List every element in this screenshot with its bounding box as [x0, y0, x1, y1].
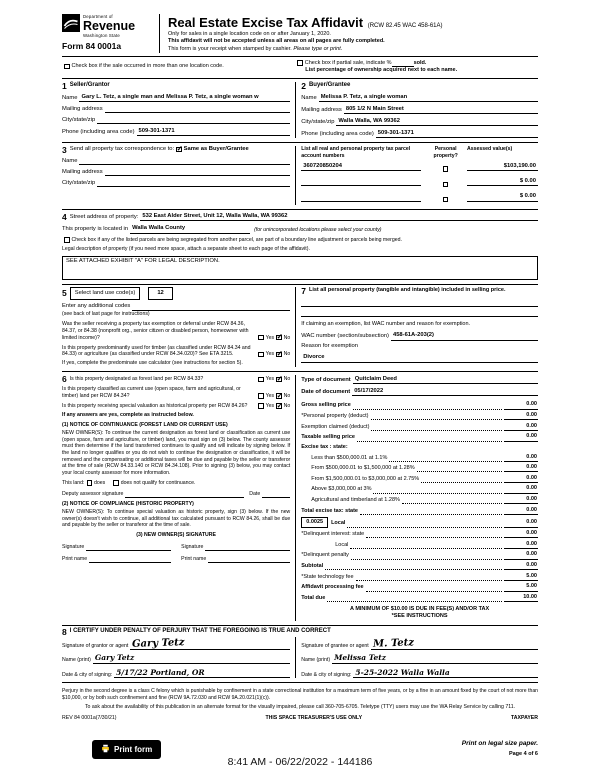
signature-label: Signature	[181, 544, 204, 551]
dot-leader	[360, 514, 502, 515]
parcel-row	[301, 178, 538, 190]
grantee-name-label: Name (print)	[301, 657, 331, 664]
grantor-signature-block	[62, 637, 295, 679]
section-6	[62, 375, 295, 621]
taxable-selling-price-input[interactable]: 0.00	[504, 433, 538, 441]
gross-selling-price-input[interactable]: 0.00	[504, 401, 538, 409]
assessed-value-column-header: Assessed value(s)	[466, 145, 513, 152]
assessed-value-input-3[interactable]	[467, 193, 538, 202]
assessed-value-input-2[interactable]	[467, 178, 538, 187]
excise-tax-state-header: Excise tax : state:	[301, 443, 348, 450]
new-owner-print-name-1[interactable]	[89, 556, 171, 564]
agency-state: Washington State	[83, 32, 120, 38]
grantor-date-label: Date & city of signing:	[62, 671, 113, 678]
section-3-number: 3	[62, 144, 67, 155]
section-6-and-tax	[62, 371, 538, 624]
assessed-value-3: $ 0.00	[519, 193, 536, 200]
parcel-number-input-1[interactable]	[301, 163, 421, 172]
timber-yn	[256, 351, 290, 358]
yes-label: Yes	[265, 351, 275, 358]
exemption-yn	[256, 335, 290, 342]
yes-label: Yes	[265, 376, 275, 383]
new-owner-signature-2[interactable]	[205, 544, 290, 552]
no-label: No	[283, 403, 291, 410]
tax-row-label: Above $3,000,000 at 3%	[311, 486, 372, 493]
does-qualify-checkbox[interactable]	[87, 480, 93, 486]
street-address-label: Street address of property:	[69, 213, 139, 220]
exemption-claimed-input[interactable]: 0.00	[504, 423, 538, 431]
buyer-mailing-input[interactable]	[344, 106, 538, 115]
wac-number-input[interactable]	[391, 332, 538, 341]
tax-row-label: *Personal property (deduct)	[301, 413, 369, 419]
buyer-section	[295, 82, 538, 139]
grantor-date-city: 5/17/22 Portland, OR	[116, 667, 205, 677]
county-note: (for unincorporated locations please select your county)	[254, 226, 382, 233]
seller-phone-input[interactable]	[137, 128, 291, 137]
perjury-statement: Perjury in the second degree is a class C felony which is punishable by confinement in a state correctional institution for a maximum term of five years, or by a fine in an amount fixed by the court of not more than $10,000, or by both such confinement and fine (RCW 9A.72.030 and RCW 9A.20.021(1)(c)).	[62, 687, 538, 701]
grantee-signature-field[interactable]	[371, 637, 538, 650]
section-7	[295, 287, 538, 367]
tax-row-label: From $1,500,000.01 to $3,000,000 at 2.75%	[311, 475, 420, 482]
located-in-label: This property is located in	[62, 225, 129, 232]
alternate-format-note: To ask about the availability of this publication in an alternate format for the visually impaired, please call 360-705-6705. Teletype (TTY) users may use the WA Relay Service by calling 711.	[84, 704, 516, 711]
grantor-name-label: Name (print)	[62, 657, 91, 664]
form-rcw-reference: (RCW 82.45 WAC 458-61A)	[367, 23, 443, 29]
grantee-signature-block	[295, 637, 538, 679]
tax-row-label: Exemption claimed (deduct)	[301, 423, 370, 430]
corr-name-input[interactable]	[79, 158, 290, 166]
exemption-claim-note: If claiming an exemption, list WAC number and reason for exemption.	[301, 321, 471, 328]
seller-mailing-input[interactable]	[105, 106, 291, 114]
section-1-number: 1	[62, 80, 67, 91]
county-value: Walla Walla County	[132, 224, 186, 231]
seller-mailing-label: Mailing address	[62, 105, 103, 112]
street-address-value: 532 East Alder Street, Unit 12, Walla Walla, WA 99362	[142, 212, 288, 219]
exemption-yes-checkbox[interactable]	[258, 335, 264, 341]
tier1-tax-input[interactable]: 0.00	[504, 454, 538, 462]
dot-leader	[350, 548, 502, 549]
top-checkbox-row	[62, 56, 538, 78]
deputy-assessor-label: Deputy assessor signature	[62, 490, 124, 497]
historic-no-checkbox[interactable]	[276, 403, 282, 409]
notice-compliance-body: NEW OWNER(S): To continue special valuation as historic property, sign (3) below. If the new owner(s) doesn't wish to continue, all additional tax calculated pursuant to RCW 84.26, shall be due and payable by the seller or transferor at the time of sale.	[62, 509, 291, 529]
section-8-number: 8	[62, 627, 67, 638]
dot-leader	[347, 527, 502, 528]
tax-row-label: Affidavit processing fee	[301, 584, 364, 591]
timber-yes-checkbox[interactable]	[258, 352, 264, 358]
new-owner-print-name-2[interactable]	[208, 556, 290, 564]
does-label: does	[94, 479, 106, 486]
footer-meta-row	[62, 715, 538, 722]
header-line2: This affidavit will not be accepted unless all areas on all pages are fully completed.	[168, 38, 385, 45]
notice-compliance-title: (2) NOTICE OF COMPLIANCE (HISTORIC PROPERTY)	[62, 500, 194, 507]
segregated-checkbox[interactable]	[64, 237, 70, 243]
rev-number: REV 84 0001a(7/30/21)	[62, 715, 117, 722]
parcel-number-input-3[interactable]	[301, 194, 421, 202]
section-5	[62, 287, 295, 367]
seller-title: Seller/Grantor	[69, 81, 110, 88]
additional-codes-note: (see back of last page for instructions)	[62, 310, 150, 317]
seller-phone-label: Phone (including area code)	[62, 128, 135, 135]
section-6-number: 6	[62, 373, 67, 384]
date-of-document-value: 05/17/2022	[354, 387, 384, 394]
grantee-date-label: Date & city of signing:	[301, 671, 352, 678]
section-3	[62, 142, 538, 209]
tax-row-label: Subtotal	[301, 562, 324, 569]
tax-row-label: *Delinquent penalty	[301, 552, 349, 559]
current-use-yes-checkbox[interactable]	[258, 393, 264, 399]
parcel-number-input-2[interactable]	[301, 179, 421, 187]
tier3-tax-input[interactable]: 0.00	[504, 475, 538, 483]
buyer-mailing-label: Mailing address	[301, 106, 342, 113]
local-tax-input[interactable]: 0.00	[504, 519, 538, 527]
tier4-tax-input[interactable]: 0.00	[504, 485, 538, 493]
deputy-date-line[interactable]	[262, 490, 290, 498]
dot-leader	[357, 441, 502, 442]
grantee-signature-label: Signature of grantee or agent	[301, 643, 369, 650]
render-timestamp: 8:41 AM - 06/22/2022 - 144186	[227, 756, 373, 768]
print-form-label: Print form	[114, 745, 153, 755]
affidavit-processing-fee-input[interactable]: 5.00	[504, 583, 538, 591]
dot-leader	[325, 569, 502, 570]
reason-exemption-value: Divorce	[303, 354, 325, 361]
exemption-question: Was the seller receiving a property tax exemption or deferral under RCW 84.36, 84.37, or 84.38 (nonprofit org., senior citizen or disabled person, homeowner with limited income)?	[62, 320, 249, 341]
form-number: Form 84 0001a	[62, 41, 122, 52]
additional-codes-label: Enter any additional codes	[62, 303, 131, 310]
seller-name-input[interactable]	[79, 94, 290, 103]
corr-city-input[interactable]	[97, 180, 290, 188]
same-as-buyer-label: Same as Buyer/Grantee	[183, 146, 249, 153]
forest-yn	[256, 376, 290, 383]
notice-continuance-title: (1) NOTICE OF CONTINUANCE (FOREST LAND OR CURRENT USE)	[62, 421, 228, 428]
ownership-percent-note: List percentage of ownership acquired next to each name.	[305, 66, 458, 73]
partial-sale-label: Check box if partial sale, indicate %	[304, 59, 392, 66]
dot-leader	[366, 537, 502, 538]
agency-block	[62, 14, 160, 53]
yes-label: Yes	[265, 334, 275, 341]
historic-yn	[256, 403, 290, 410]
treasurer-space-label: THIS SPACE TREASURER'S USE ONLY	[265, 715, 363, 722]
tax-row-label: Agricultural and timberland at 1.28%	[311, 497, 400, 504]
personal-property-line-1[interactable]	[301, 299, 538, 307]
land-use-code-input[interactable]: 12	[148, 287, 172, 300]
dot-leader	[356, 580, 502, 581]
seller-name-value: Gary L. Tetz, a single man and Melissa P. Tetz, a single woman w	[81, 93, 259, 100]
current-use-question: Is this property classified as current use (open space, farm and agricultural, or timber) land per RCW 84.34?	[62, 386, 241, 400]
page-indicator: Page 4 of 6	[508, 750, 538, 757]
dot-leader	[371, 430, 502, 431]
parcel-row	[301, 163, 538, 175]
minimum-due-line1: A MINIMUM OF $10.00 IS DUE IN FEE(S) AND/OR TAX	[350, 606, 490, 613]
section-4	[62, 209, 538, 283]
current-use-yn	[256, 393, 290, 400]
grantor-date-city-field[interactable]	[114, 668, 290, 679]
agricultural-tax-input[interactable]: 0.00	[504, 496, 538, 504]
date-of-document-input[interactable]	[352, 388, 538, 397]
predominate-use-note: If yes, complete the predominate use calculator (see instructions for section 5).	[62, 360, 243, 367]
total-excise-state-input[interactable]: 0.00	[504, 507, 538, 515]
correspondence-label: Send all property tax correspondence to:	[69, 146, 175, 153]
additional-codes-input[interactable]	[132, 303, 290, 311]
does-not-label: does not qualify for continuance.	[120, 479, 196, 486]
tax-row-label: *Delinquent interest: state	[301, 531, 365, 538]
county-select[interactable]	[130, 225, 250, 234]
land-use-select[interactable]: Select land use code(s)	[70, 287, 141, 300]
timber-question: Is this property predominantly used for timber (as classified under RCW 84.34 and 84.33) or agriculture (as classified under RCW 84.34.020)? See ETA 3215.	[62, 344, 251, 358]
new-owners-signature-title: (3) NEW OWNER(S) SIGNATURE	[136, 532, 216, 539]
print-name-label: Print name	[62, 556, 88, 563]
street-address-input[interactable]	[140, 213, 538, 222]
new-owner-signature-1[interactable]	[86, 544, 171, 552]
section-2-number: 2	[301, 80, 306, 91]
parcel-table	[295, 146, 538, 206]
sold-label: sold.	[413, 59, 427, 66]
tax-row-label: *State technology fee	[301, 573, 354, 580]
corr-name-label: Name	[62, 157, 78, 164]
form-footer	[62, 682, 538, 763]
local-rate-box[interactable]: 0.0025	[301, 517, 328, 527]
seller-phone-value: 509-301-1371	[138, 127, 175, 134]
form-title: Real Estate Excise Tax Affidavit	[168, 15, 364, 30]
forest-land-question: Is this property designated as forest land per RCW 84.33?	[69, 376, 204, 383]
header-line3	[168, 46, 538, 53]
tax-row-label: Gross selling price	[301, 402, 351, 409]
tax-row-label: Total due	[301, 594, 326, 601]
grantor-signature-field[interactable]	[130, 637, 290, 650]
dot-leader	[351, 559, 502, 560]
exemption-no-checkbox[interactable]	[276, 335, 282, 341]
sections-5-7	[62, 284, 538, 372]
buyer-name-input[interactable]	[319, 94, 538, 103]
tier2-tax-input[interactable]: 0.00	[504, 464, 538, 472]
dept-of-label: Department of	[83, 14, 113, 19]
corr-mailing-label: Mailing address	[62, 168, 103, 175]
forest-no-checkbox[interactable]	[276, 377, 282, 383]
personal-property-checkbox-3[interactable]	[443, 197, 449, 203]
type-of-document-input[interactable]	[353, 376, 538, 385]
legal-description-input[interactable]	[62, 256, 538, 280]
see-instructions-note: *SEE INSTRUCTIONS	[391, 613, 448, 620]
section-5-number: 5	[62, 288, 67, 299]
section-7-number: 7	[301, 286, 306, 297]
type-of-document-label: Type of document	[301, 376, 351, 383]
correspondence-block	[62, 146, 295, 206]
parcel-number-1: 360720850204	[303, 162, 342, 169]
yes-label: Yes	[265, 393, 275, 400]
grantee-date-city-field[interactable]	[353, 668, 538, 679]
does-not-qualify-checkbox[interactable]	[113, 480, 119, 486]
partial-sale-checkbox[interactable]	[297, 60, 303, 66]
historic-question: Is this property receiving special valuation as historical property per RCW 84.26?	[62, 403, 248, 410]
buyer-title: Buyer/Grantee	[308, 81, 351, 88]
tax-row-label: Taxable selling price	[301, 434, 355, 441]
agency-name: Revenue	[83, 18, 136, 33]
dot-leader	[417, 471, 502, 472]
corr-city-label: City/state/zip	[62, 179, 96, 186]
legal-size-note: Print on legal size paper.	[461, 740, 538, 748]
signature-label: Signature	[62, 544, 85, 551]
grantor-signature-script: Gary Tetz	[132, 637, 186, 650]
buyer-city-input[interactable]	[336, 118, 538, 127]
parties-section	[62, 78, 538, 142]
assessed-value-1: $103,190.00	[503, 162, 536, 169]
parcel-row	[301, 193, 538, 205]
taxpayer-label: TAXPAYER	[511, 715, 538, 722]
seller-section	[62, 82, 295, 139]
seller-name-label: Name	[62, 94, 78, 101]
tax-row-label: From $500,000.01 to $1,500,000 at 1.28%	[311, 465, 415, 472]
grantee-printed-name-field[interactable]	[332, 653, 538, 664]
title-block	[168, 14, 538, 53]
total-due-input[interactable]: 10.00	[504, 594, 538, 602]
tax-row-label: Local	[331, 520, 346, 527]
parcel-column-header: List all real and personal property tax parcel account numbers	[301, 145, 411, 159]
personal-property-column-header: Personal property?	[433, 145, 458, 159]
delinquent-interest-local-input[interactable]: 0.00	[504, 541, 538, 549]
minimum-due-note	[301, 606, 538, 621]
buyer-phone-input[interactable]	[376, 130, 538, 139]
corr-mailing-input[interactable]	[105, 169, 291, 177]
buyer-name-label: Name	[301, 94, 317, 101]
dot-leader	[366, 591, 502, 592]
buyer-city-label: City/state/zip	[301, 118, 335, 125]
segregated-label: Check box if any of the listed parcels are being segregated from another parcel, are part of a boundary line adjustment or parcels being merged.	[71, 236, 402, 243]
assessed-value-input-1[interactable]	[467, 163, 538, 172]
dot-leader	[421, 482, 502, 483]
personal-property-deduct-input[interactable]: 0.00	[504, 412, 538, 420]
personal-property-checkbox-2[interactable]	[443, 182, 449, 188]
dot-leader	[402, 503, 502, 504]
receipt-note: This form is your receipt when stamped by cashier.	[168, 45, 292, 52]
tax-row-label: Local	[335, 541, 349, 548]
dot-leader	[327, 601, 502, 602]
print-name-label: Print name	[181, 556, 207, 563]
certify-statement: I CERTIFY UNDER PENALTY OF PERJURY THAT THE FOREGOING IS TRUE AND CORRECT	[69, 628, 331, 635]
delinquent-interest-state-input[interactable]: 0.00	[504, 530, 538, 538]
legal-description-value: SEE ATTACHED EXHIBIT "A" FOR LEGAL DESCRIPTION.	[66, 258, 220, 265]
dor-logo-icon	[62, 14, 80, 36]
tax-computation	[295, 375, 538, 621]
type-of-document-value: Quitclaim Deed	[354, 375, 397, 382]
yes-label: Yes	[265, 403, 275, 410]
tax-row-label: Less than $500,000.01 at 1.1%	[311, 454, 388, 461]
same-as-buyer-checkbox[interactable]	[176, 147, 182, 153]
no-label: No	[283, 351, 291, 358]
grantee-printed-name: Melissa Tetz	[334, 653, 386, 663]
legal-description-label: Legal description of property (if you need more space, attach a separate sheet to each page of the affidavit).	[62, 246, 310, 253]
grantor-signature-label: Signature of grantor or agent	[62, 643, 129, 650]
deputy-date-label: Date	[249, 490, 261, 497]
buyer-mailing-value: 805 1/2 N Main Street	[345, 105, 404, 112]
printer-icon	[101, 744, 110, 755]
reason-exemption-label: Reason for exemption	[301, 343, 358, 350]
type-or-print-note: Please type or print.	[293, 45, 343, 52]
current-use-no-checkbox[interactable]	[276, 393, 282, 399]
answers-yes-note: If any answers are yes, complete as instructed below.	[62, 412, 194, 419]
date-of-document-label: Date of document	[301, 388, 351, 395]
wac-number-value: 458-61A-203(2)	[392, 332, 434, 339]
personal-property-list-label: List all personal property (tangible and intangible) included in selling price.	[308, 287, 506, 294]
section-8	[62, 625, 538, 683]
no-label: No	[283, 393, 291, 400]
dot-leader	[353, 409, 502, 410]
buyer-phone-value: 509-301-1371	[377, 129, 414, 136]
grantee-signature-script: M. Tetz	[372, 637, 414, 650]
delinquent-penalty-input[interactable]: 0.00	[504, 551, 538, 559]
forest-yes-checkbox[interactable]	[258, 377, 264, 383]
form-header	[62, 14, 538, 53]
assessed-value-2: $ 0.00	[519, 177, 536, 184]
header-line1: Only for sales in a single location code on or after January 1, 2020.	[168, 31, 331, 38]
dot-leader	[389, 461, 502, 462]
notice-continuance-body: NEW OWNER(S): To continue the current designation as forest land or classification as current use (open space, farm and agriculture, or timber) land, you must sign on (3) below. The county assessor must then determine if the land transferred continues to qualify and will indicate by signing below. If the land no longer qualifies or you do not wish to continue the designation or classification, it will be removed and the compensating or additional taxes will be due and payable by the seller or transferor at the time of sale (RCW 84.33.140 or RCW 84.34.108). Prior to signing (3) below, you may contact your local county assessor for more information.	[62, 429, 291, 477]
section-4-number: 4	[62, 211, 67, 222]
buyer-city-value: Walla Walla, WA 99362	[338, 117, 400, 124]
grantor-printed-name-field[interactable]	[93, 653, 290, 664]
timber-no-checkbox[interactable]	[276, 352, 282, 358]
grantee-date-city: 5-25-2022 Walla Walla	[355, 667, 450, 677]
this-land-label: This land:	[62, 479, 85, 486]
dot-leader	[373, 493, 502, 494]
historic-yes-checkbox[interactable]	[258, 403, 264, 409]
partial-sale-percent-input[interactable]	[392, 59, 414, 67]
no-label: No	[283, 376, 291, 383]
grantor-printed-name: Gary Tetz	[94, 653, 135, 663]
deputy-assessor-signature-line[interactable]	[125, 490, 244, 498]
personal-property-checkbox-1[interactable]	[443, 166, 449, 172]
buyer-phone-label: Phone (including area code)	[301, 130, 374, 137]
multiple-location-checkbox[interactable]	[64, 64, 70, 70]
buyer-name-value: Melissa P. Tetz, a single woman	[320, 93, 408, 100]
no-label: No	[283, 334, 291, 341]
seller-city-input[interactable]	[97, 117, 290, 125]
multiple-location-label: Check box if the sale occurred in more than one location code.	[71, 63, 224, 70]
dot-leader	[371, 419, 502, 420]
subtotal-input[interactable]: 0.00	[504, 562, 538, 570]
tax-row-label: Total excise tax: state	[301, 507, 358, 514]
personal-property-line-2[interactable]	[301, 310, 538, 318]
seller-city-label: City/state/zip	[62, 116, 96, 123]
wac-number-label: WAC number (section/subsection)	[301, 333, 389, 340]
state-technology-fee-input[interactable]: 5.00	[504, 573, 538, 581]
reason-exemption-input[interactable]	[301, 354, 538, 363]
